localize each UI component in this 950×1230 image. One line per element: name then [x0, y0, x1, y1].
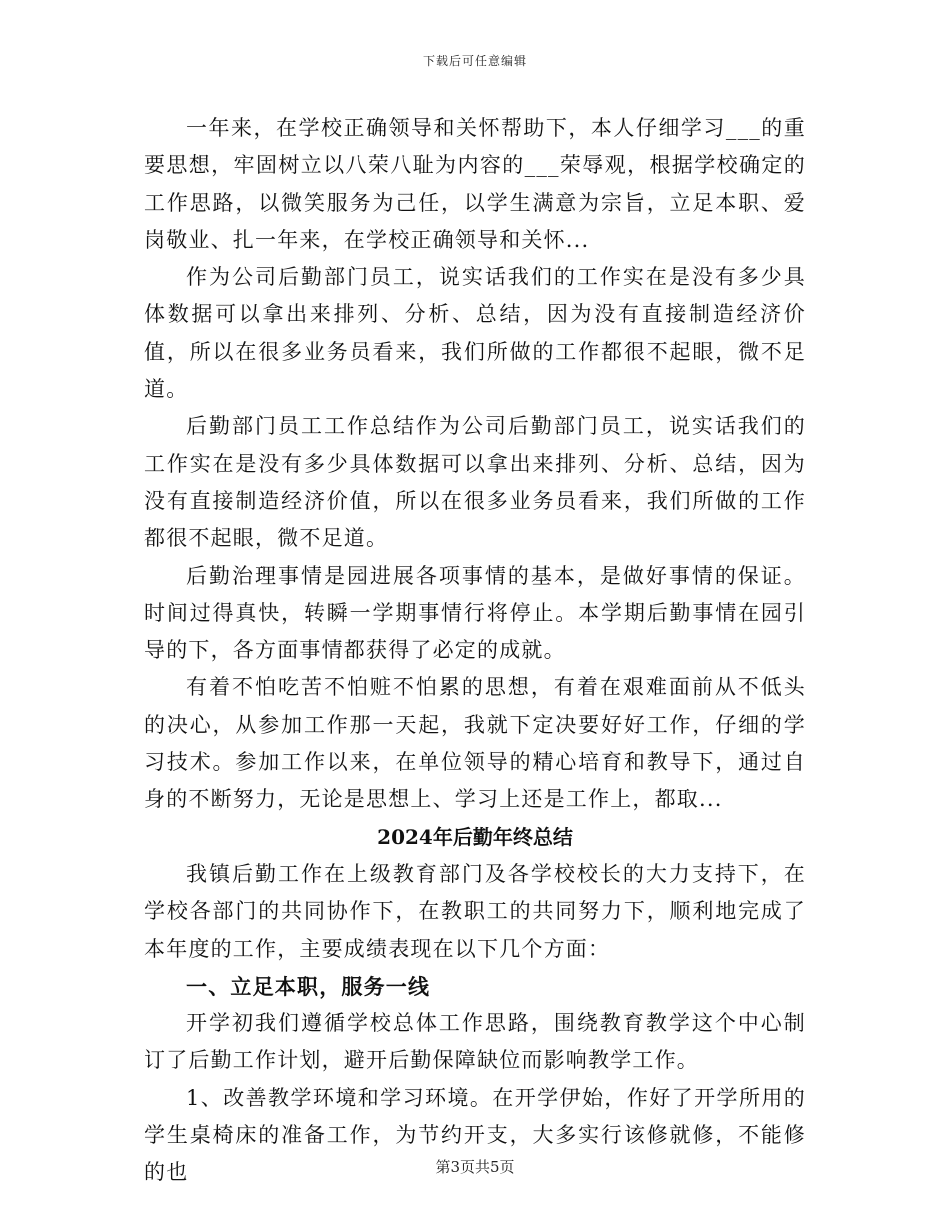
- page-number: 第3页共5页: [435, 1158, 515, 1176]
- paragraph-3: 后勤部门员工工作总结作为公司后勤部门员工，说实话我们的工作实在是没有多少具体数据可以拿出来排列、分析、总结，因为没有直接制造经济价值，所以在很多业务员看来，我们所做的工作都很不起眼，微不足道。: [144, 414, 806, 551]
- section-title: 2024年后勤年终总结: [377, 824, 573, 849]
- paragraph-4: 后勤治理事情是园进展各项事情的基本，是做好事情的保证。时间过得真快，转瞬一学期事情行将停止。本学期后勤事情在园引导的下，各方面事情都获得了必定的成就。: [144, 563, 806, 663]
- paragraph-5: 有着不怕吃苦不怕赃不怕累的思想，有着在艰难面前从不低头的决心，从参加工作那一天起，我就下定决要好好工作，仔细的学习技术。参加工作以来，在单位领导的精心培育和教导下，通过自身的不断努力，无论是思想上、学习上还是工作上，都取...: [144, 675, 806, 812]
- paragraph-2: 作为公司后勤部门员工，说实话我们的工作实在是没有多少具体数据可以拿出来排列、分析、总结，因为没有直接制造经济价值，所以在很多业务员看来，我们所做的工作都很不起眼，微不足道。: [144, 265, 806, 402]
- paragraph-8: 1、改善教学环境和学习环境。在开学伊始，作好了开学所用的学生桌椅床的准备工作，为节约开支，大多实行该修就修，不能修的也: [144, 1085, 806, 1185]
- document-body: [144, 110, 806, 1192]
- page-header-note: 下载后可任意编辑: [422, 54, 527, 68]
- paragraph-1: 一年来，在学校正确领导和关怀帮助下，本人仔细学习___的重要思想，牢固树立以八荣八耻为内容的___荣辱观，根据学校确定的工作思路，以微笑服务为己任，以学生满意为宗旨，立足本职、爱岗敬业、扎一年来，在学校正确领导和关怀...: [144, 116, 806, 252]
- paragraph-7: 开学初我们遵循学校总体工作思路，围绕教育教学这个中心制订了后勤工作计划，避开后勤保障缺位而影响教学工作。: [144, 1011, 806, 1073]
- paragraph-6: 我镇后勤工作在上级教育部门及各学校校长的大力支持下，在学校各部门的共同协作下，在教职工的共同努力下，顺利地完成了本年度的工作，主要成绩表现在以下几个方面：: [144, 861, 806, 961]
- section-heading-1: 一、立足本职，服务一线: [186, 973, 431, 999]
